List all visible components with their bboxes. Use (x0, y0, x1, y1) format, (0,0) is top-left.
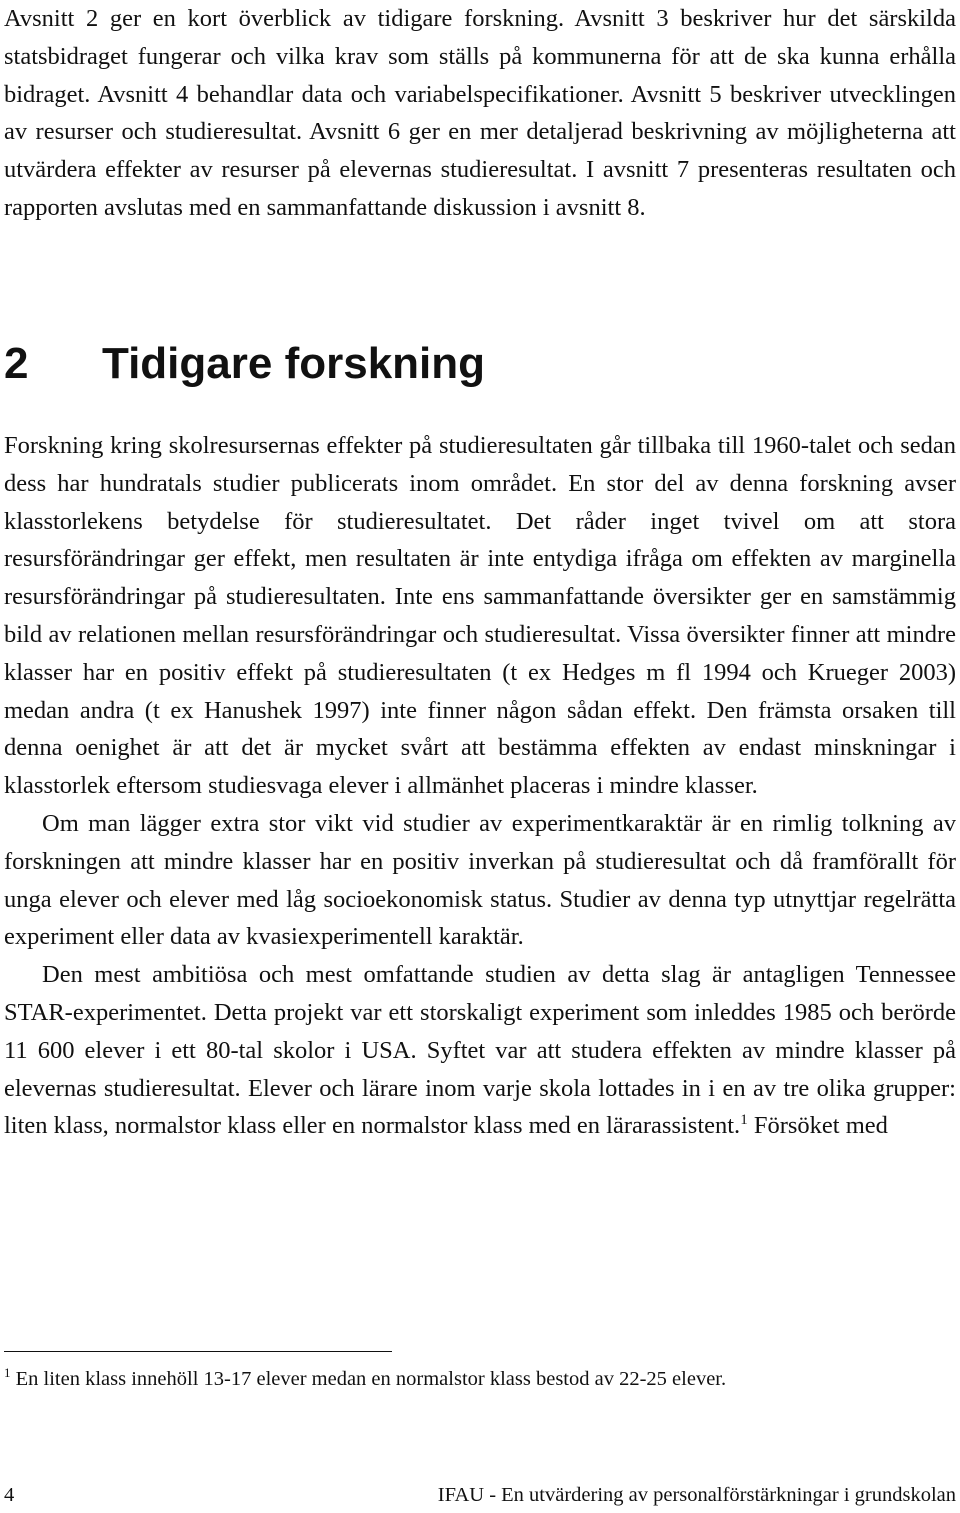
intro-paragraph: Avsnitt 2 ger en kort överblick av tidigare forskning. Avsnitt 3 beskriver hur det särskilda statsbidraget fungerar och vilka krav som ställs på kommunerna för att de ska kunna erhålla bidraget. Avsnitt 4 behandlar data och variabelspecifikationer. Avsnitt 5 beskriver utvecklingen av resurser och studieresultat. Avsnitt 6 ger en mer detaljerad beskrivning av möjligheterna att utvärdera effekter av resurser på elevernas studieresultat. I avsnitt 7 presenteras resultaten och rapporten avslutas med en sammanfattande diskussion i avsnitt 8. (4, 5, 956, 221)
section-heading (4, 334, 485, 394)
body-paragraph-2: Om man lägger extra stor vikt vid studier av experimentkaraktär är en rimlig tolkning av forskningen att mindre klasser har en positiv inverkan på studieresultat och då framförallt för unga elever och elever med låg socioekonomisk status. Studier av denna typ utnyttjar regelrätta experiment eller data av kvasiexperimentell karaktär. (4, 809, 956, 951)
footnote-reference: 1 (740, 1112, 748, 1129)
body-paragraph-3 (4, 956, 956, 1145)
footnote-marker: 1 (4, 1365, 11, 1381)
running-footer-title: IFAU - En utvärdering av personalförstärkningar i grundskolan (437, 1484, 956, 1506)
footnote (4, 1364, 726, 1394)
section-number: 2 (4, 339, 29, 388)
footnote-text: En liten klass innehöll 13-17 elever medan en normalstor klass bestod av 22-25 elever. (15, 1368, 727, 1390)
section-body (4, 427, 956, 1145)
body-paragraph-1: Forskning kring skolresursernas effekter på studieresultaten går tillbaka till 1960-talet och sedan dess har hundratals studier publicerats inom området. En stor del av denna forskning avser klasstorlekens betydelse för studieresultatet. Det råder inget tvivel om att stora resursförändringar ger effekt, men resultaten är inte entydiga ifråga om effekten av marginella resursförändringar på studieresultaten. Inte ens sammanfattande översikter ger en samstämmig bild av relationen mellan resursförändringar och studieresultat. Vissa översikter finner att mindre klasser har en positiv effekt på studieresultaten (t ex Hedges m fl 1994 och Krueger 2003) medan andra (t ex Hanushek 1997) inte finner någon sådan effekt. Den främsta orsaken till denna oenighet är att det är mycket svårt att bestämma effekten av endast minskningar i klasstorlek eftersom studiesvaga elever i allmänhet placeras i mindre klasser. (4, 432, 956, 800)
body-paragraph-3-continuation: Försöket med (747, 1112, 888, 1140)
section-title: Tidigare forskning (102, 339, 486, 388)
footnote-divider (4, 1351, 392, 1352)
page-number: 4 (4, 1484, 15, 1506)
body-paragraph-3-text: Den mest ambitiösa och mest omfattande studien av detta slag är antagligen Tennessee STAR-experimentet. Detta projekt var ett storskaligt experiment som inleddes 1985 och berörde 11 600 elever i ett 80-tal skolor i USA. Syftet var att studera effekten av mindre klasser på elevernas studieresultat. Elever och lärare inom varje skola lottades in i en av tre olika grupper: liten klass, normalstor klass eller en normalstor klass med en lärarassistent. (4, 961, 956, 1140)
